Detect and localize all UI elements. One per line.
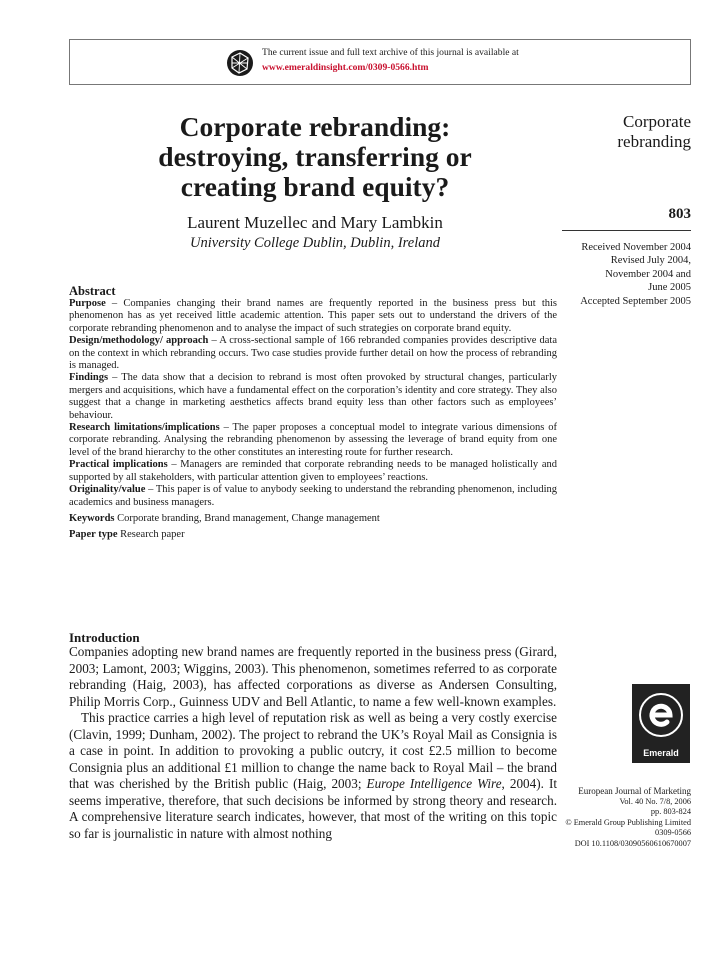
keywords-text: Corporate branding, Brand management, Change management	[114, 512, 380, 524]
paragraph	[69, 710, 557, 842]
abstract-text: – Managers are reminded that corporate rebranding needs to be managed holistically and supported by all stakeholders, with particular attention given to employees’ reactions.	[69, 459, 557, 483]
abstract-design	[69, 335, 557, 372]
history-date: Received November 2004	[581, 242, 691, 253]
abstract-limitations	[69, 422, 557, 459]
paragraph-text: , 2004). It seems imperative, therefore, that such decisions be informed by strong theory and research. A comprehensive literature search indicates, however, that most of the writing on this topic so far is journalistic in nature with almost nothing	[69, 776, 557, 841]
journal-name: European Journal of Marketing	[578, 786, 691, 796]
keywords-label: Keywords	[69, 512, 115, 524]
title-line-2: destroying, transferring or	[158, 141, 472, 172]
paper-type-label: Paper type	[69, 529, 118, 541]
title-line-1: Corporate rebranding:	[179, 111, 451, 142]
issn: 0309-0566	[655, 828, 691, 838]
banner-line: The current issue and full text archive of this journal is available at	[262, 47, 519, 58]
globe-icon	[226, 49, 254, 77]
citation-block	[556, 786, 691, 850]
abstract-label: Findings	[69, 372, 109, 384]
abstract-practical	[69, 459, 557, 484]
abstract-label: Purpose	[69, 298, 106, 309]
paper-type-text: Research paper	[117, 529, 185, 541]
abstract-text: – This paper is of value to anybody seeking to understand the rebranding phenomenon, including academics and business managers.	[69, 484, 557, 508]
page-number: 803	[668, 206, 691, 222]
journal-volume: Vol. 40 No. 7/8, 2006	[619, 796, 691, 806]
paragraph: Companies adopting new brand names are frequently reported in the business press (Girard, 2003; Lamont, 2003; Wiggins, 2003). This phenomenon, sometimes referred to as corporate rebranding (Haig, 2003), has affected corporations as diverse as Andersen Consulting, Philip Morris Corp., Guinness UDV and Bell Atlantic, to name a few well-known examples.	[69, 644, 557, 709]
history-dates	[556, 241, 691, 308]
paragraph-text: This practice carries a high level of reputation risk as well as being a very costly exercise (Clavin, 1999; Dunham, 2002). The project to rebrand the UK’s Royal Mail as Consignia is a case in point. In addition to provoking a public outcry, it cost £2.5 million to become Consignia plus an additional £1 million to change the name back to Royal Mail – the brand that was cherished by the British public (Haig, 2003;	[69, 710, 557, 791]
abstract-text: – The paper proposes a conceptual model to integrate various dimensions of corporate rebranding. Analysing the rebranding phenomenon by assessing the leverage of brand equity from one level of the brand hierarchy to the other constitutes an interesting route for further research.	[69, 422, 557, 458]
emerald-e-icon	[632, 684, 690, 746]
body-text	[69, 644, 557, 842]
abstract-label: Practical implications	[69, 459, 168, 471]
title-line-3: creating brand equity?	[180, 171, 450, 202]
history-date: Revised July 2004,	[610, 255, 691, 267]
abstract-findings	[69, 372, 557, 422]
affiliation: University College Dublin, Dublin, Ireland	[190, 235, 440, 251]
abstract-text: – Companies changing their brand names are frequently reported in the business press but this phenomenon has as yet received little academic attention. This paper sets out to understand the drivers of the corporate rebranding phenomenon and to analyse the impact of such strategies on corporate brand equity.	[69, 298, 557, 334]
paragraph-citation-italic: Europe Intelligence Wire	[366, 776, 502, 791]
abstract-body	[69, 298, 557, 542]
journal-pages: pp. 803-824	[650, 807, 691, 817]
section-heading: Introduction	[69, 630, 140, 645]
abstract-text: – A cross-sectional sample of 166 rebranded companies provides descriptive data on the context in which rebranding occurs. Two case studies provide further detail on how the process of rebranding is managed.	[69, 335, 557, 372]
abstract-label: Originality/value	[69, 484, 146, 496]
doi: DOI 10.1108/03090560610670007	[574, 838, 691, 848]
article-title	[100, 112, 530, 202]
history-date: November 2004 and	[605, 268, 691, 280]
abstract-text: – The data show that a decision to rebrand is most often provoked by structural changes, particularly mergers and acquisitions, which have a fundamental effect on the corporation’s identity and core strategy. They also suggest that a change in marketing aesthetics affects brand equity less than other factors such as employees’ behaviour.	[69, 372, 557, 421]
history-date: June 2005	[648, 282, 691, 294]
authors: Laurent Muzellec and Mary Lambkin	[187, 213, 443, 232]
sidebar-divider	[562, 230, 691, 231]
abstract-label: Research limitations/implications	[69, 422, 220, 434]
abstract-label: Design/methodology/ approach	[69, 335, 209, 347]
banner-text	[262, 45, 519, 75]
abstract-purpose	[69, 298, 557, 335]
paper-type	[69, 529, 557, 541]
running-head	[560, 112, 691, 152]
keywords	[69, 513, 557, 525]
running-head-line-1: Corporate	[623, 112, 691, 131]
running-head-line-2: rebranding	[617, 132, 691, 151]
banner-url-link[interactable]: www.emeraldinsight.com/0309-0566.htm	[262, 62, 429, 73]
logo-wordmark: Emerald	[643, 748, 679, 758]
history-date: Accepted September 2005	[580, 295, 691, 307]
abstract-originality	[69, 484, 557, 509]
abstract-heading: Abstract	[69, 284, 116, 298]
publisher: © Emerald Group Publishing Limited	[565, 817, 691, 827]
